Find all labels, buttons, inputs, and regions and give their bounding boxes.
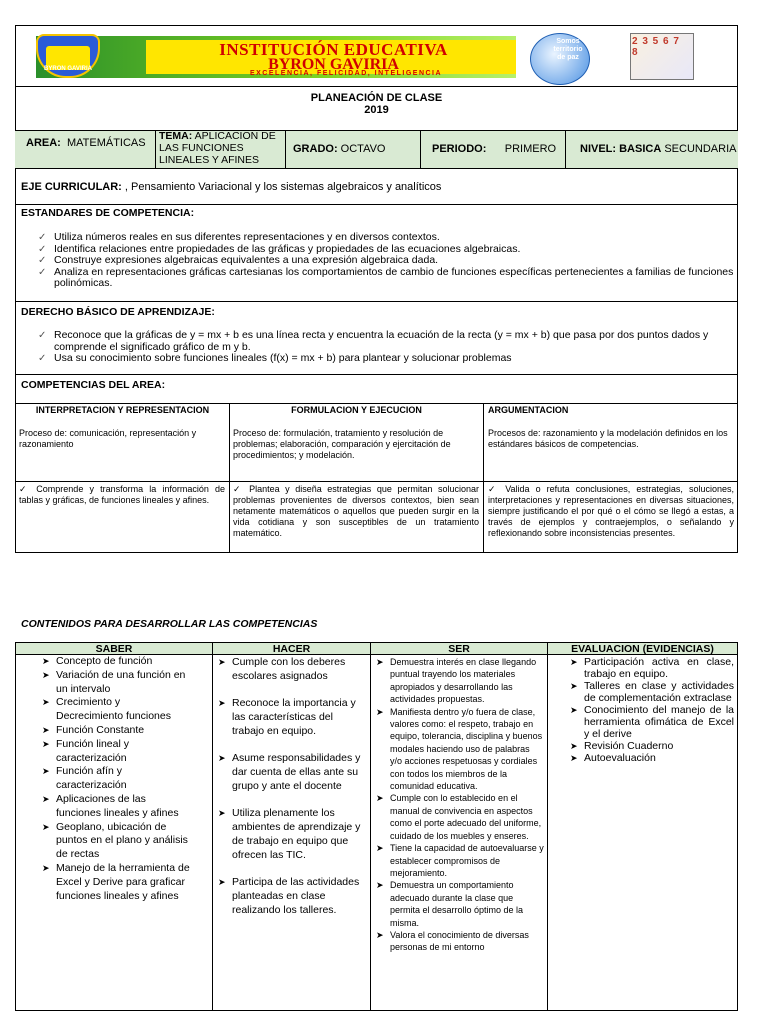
ser-item: ➤ Tiene la capacidad de autoevaluarse y establecer compromisos de mejoramiento. <box>374 842 544 879</box>
area-field <box>26 137 146 149</box>
eje-value: , Pensamiento Variacional y los sistemas algebraicos y analíticos <box>124 181 442 193</box>
school-name-line2: BYRON GAVIRIA <box>268 56 399 73</box>
estandar-item: ✓ Analiza en representaciones gráficas cartesianas los comportamientos de cambio de funciones específicas pertenecientes a familias de funciones polinómicas. <box>38 267 734 290</box>
comp-divider <box>483 403 484 553</box>
comp-check-text-3: Valida o refuta conclusiones, estrategias, soluciones, interpretaciones y representaciones en diversas situaciones, siempre justificando el por qué o el cómo se llegó a estas, a través de ejemplos y contraejemplos, o señalando y reflexionando sobre inconsistencias presentes. <box>488 484 734 538</box>
column-divider <box>212 642 213 1011</box>
grado-value: OCTAVO <box>340 143 386 155</box>
evaluacion-item: ➤ Autoevaluación <box>568 752 734 764</box>
eje-field <box>21 181 441 193</box>
ser-item: ➤ Demuestra un comportamiento adecuado durante la clase que permita el desarrollo óptimo de la misma. <box>374 879 544 929</box>
ser-item: ➤ Demuestra interés en clase llegando puntual trayendo los materiales apropiados y desarrollando las actividades propuestas. <box>374 656 544 706</box>
hacer-column <box>216 655 366 930</box>
check-icon: ✓ <box>19 484 31 494</box>
ser-item: ➤ Valora el conocimiento de diversas personas de mi entorno <box>374 929 544 954</box>
comp-check-text-1: Comprende y transforma la información de tablas y gráficas, de funciones lineales y afines. <box>19 484 225 505</box>
ser-item: ➤ Manifiesta dentro y/o fuera de clase, valores como: el respeto, trabajo en equipo, tolerancia, disciplina y buenos modales haciendo uso de palabras y/o acciones respetuosas y cordiales con todos los miembros de la comunidad educativa. <box>374 706 544 793</box>
saber-item: ➤ Manejo de la herramienta de Excel y Derive para graficar funciones lineales y afines <box>40 862 190 903</box>
evaluacion-item: ➤ Conocimiento del manejo de la herramienta ofimática de Excel y el derive <box>568 704 734 740</box>
divider <box>15 204 738 205</box>
saber-item: ➤ Función afín y caracterización <box>40 765 190 793</box>
periodo-label: PERIODO: <box>432 143 487 155</box>
comp-header-2: FORMULACION Y EJECUCION <box>291 405 422 415</box>
school-banner <box>36 34 516 80</box>
nivel-label: NIVEL: BASICA <box>580 143 662 155</box>
school-name-line1: INSTITUCIÓN EDUCATIVA <box>219 40 448 59</box>
comp-desc-3: Procesos de: razonamiento y la modelación definidos en los estándares básicos de competencias. <box>488 428 728 449</box>
evaluacion-item: ➤ Revisión Cuaderno <box>568 740 734 752</box>
periodo-field <box>432 143 556 155</box>
hacer-item: ➤ Reconoce la importancia y las características del trabajo en equipo. <box>216 696 366 738</box>
evaluacion-item: ➤ Talleres en clase y actividades de complementación extraclase <box>568 680 734 704</box>
math-badge-text: 2 3 5 6 7 8 <box>632 36 680 58</box>
grado-field <box>293 143 386 155</box>
comp-check-text-2: Plantea y diseña estrategias que permitan solucionar problemas provenientes de diversos contextos, bien sean netamente matemáticos o aquellos que pueden surgir en la vida cotidiana y son susceptibles de un tratamiento matemático. <box>233 484 479 538</box>
nivel-field <box>580 143 736 155</box>
saber-item: ➤ Función lineal y caracterización <box>40 738 190 766</box>
comp-check-2 <box>233 484 479 539</box>
saber-item: ➤ Variación de una función en un intervalo <box>40 669 190 697</box>
periodo-value: PRIMERO <box>504 143 557 155</box>
divider <box>15 301 738 302</box>
column-divider <box>370 642 371 1011</box>
saber-item: ➤ Función Constante <box>40 724 190 738</box>
eje-label: EJE CURRICULAR: <box>21 181 122 193</box>
tema-value: APLICACION DE LAS FUNCIONES LINEALES Y AFINES <box>159 130 276 166</box>
plan-year: 2019 <box>364 104 389 116</box>
estandares-list <box>38 232 734 290</box>
ser-column <box>374 656 544 954</box>
comp-desc-1: Proceso de: comunicación, representación y razonamiento <box>19 428 197 449</box>
hacer-item: ➤ Asume responsabilidades y dar cuenta de ellas ante su grupo y ante el docente <box>216 751 366 793</box>
info-divider <box>565 130 566 169</box>
shield-logo-text: BYRON GAVIRIA <box>44 66 92 72</box>
evaluacion-column <box>568 656 734 764</box>
tema-label: TEMA: <box>159 130 193 142</box>
info-divider <box>155 130 156 169</box>
header-ser: SER <box>448 643 470 655</box>
hacer-item: ➤ Participa de las actividades planteadas en clase realizando los talleres. <box>216 875 366 917</box>
estandar-item: ✓ Construye expresiones algebraicas equivalentes a una expresión algebraica dada. <box>38 255 734 267</box>
dba-title: DERECHO BÁSICO DE APRENDIZAJE: <box>21 306 215 318</box>
contenidos-title: CONTENIDOS PARA DESARROLLAR LAS COMPETENCIAS <box>21 618 318 630</box>
estandares-title: ESTANDARES DE COMPETENCIA: <box>21 207 195 219</box>
saber-column <box>40 655 190 903</box>
saber-item: ➤ Concepto de función <box>40 655 190 669</box>
school-shield-logo <box>36 34 100 78</box>
comp-header-3: ARGUMENTACION <box>488 405 569 415</box>
comp-desc-2: Proceso de: formulación, tratamiento y resolución de problemas; elaboración, comparación y ejercitación de procedimientos; y modelación. <box>233 428 451 460</box>
saber-item: ➤ Crecimiento y Decrecimiento funciones <box>40 696 190 724</box>
info-divider <box>285 130 286 169</box>
header-evaluacion: EVALUACION (EVIDENCIAS) <box>571 643 714 655</box>
header-hacer: HACER <box>272 643 311 655</box>
school-slogan: EXCELENCIA, FELICIDAD, INTELIGENCIA <box>249 70 443 77</box>
ser-item: ➤ Cumple con lo establecido en el manual de convivencia en aspectos como el porte adecuado del uniforme, cuidado de los muebles y enseres. <box>374 792 544 842</box>
hacer-item: ➤ Cumple con los deberes escolares asignados <box>216 655 366 683</box>
comp-divider <box>229 403 230 553</box>
area-label: AREA: <box>26 137 61 149</box>
tema-field <box>159 130 283 166</box>
saber-item: ➤ Geoplano, ubicación de puntos en el plano y análisis de rectas <box>40 821 190 862</box>
estandar-item: ✓ Utiliza números reales en sus diferentes representaciones y en diversos contextos. <box>38 232 734 244</box>
check-icon: ✓ <box>233 484 244 494</box>
divider <box>15 374 738 375</box>
grado-label: GRADO: <box>293 143 338 155</box>
divider <box>15 403 738 404</box>
column-divider <box>547 642 548 1011</box>
dba-item: ✓ Usa su conocimiento sobre funciones lineales (f(x) = mx + b) para plantear y solucionar problemas <box>38 353 734 365</box>
comp-header-1: INTERPRETACION Y REPRESENTACION <box>35 405 210 415</box>
info-divider <box>420 130 421 169</box>
divider <box>15 86 738 87</box>
area-value: MATEMÁTICAS <box>66 137 146 149</box>
divider <box>15 481 738 482</box>
comp-check-3 <box>488 484 734 539</box>
header-saber: SABER <box>95 643 133 655</box>
check-icon: ✓ <box>488 484 500 494</box>
estandar-item: ✓ Identifica relaciones entre propiedades de las gráficas y propiedades de las ecuaciones algebraicas. <box>38 244 734 256</box>
evaluacion-item: ➤ Participación activa en clase, trabajo en equipo. <box>568 656 734 680</box>
nivel-value: SECUNDARIA <box>664 143 737 155</box>
peace-badge-text: Somos territorio de paz <box>553 38 583 61</box>
comp-check-1 <box>19 484 225 506</box>
saber-item: ➤ Aplicaciones de las funciones lineales y afines <box>40 793 190 821</box>
dba-list <box>38 330 734 365</box>
plan-title: PLANEACIÓN DE CLASE <box>310 92 443 104</box>
competencias-title: COMPETENCIAS DEL AREA: <box>21 379 166 391</box>
dba-item: ✓ Reconoce que la gráficas de y = mx + b es una línea recta y encuentra la ecuación de la recta (y = mx + b) que pasa por dos puntos dados y comprende el significado gráfico de m y b. <box>38 330 734 353</box>
hacer-item: ➤ Utiliza plenamente los ambientes de aprendizaje y de trabajo en equipo que ofrecen las TIC. <box>216 806 366 862</box>
